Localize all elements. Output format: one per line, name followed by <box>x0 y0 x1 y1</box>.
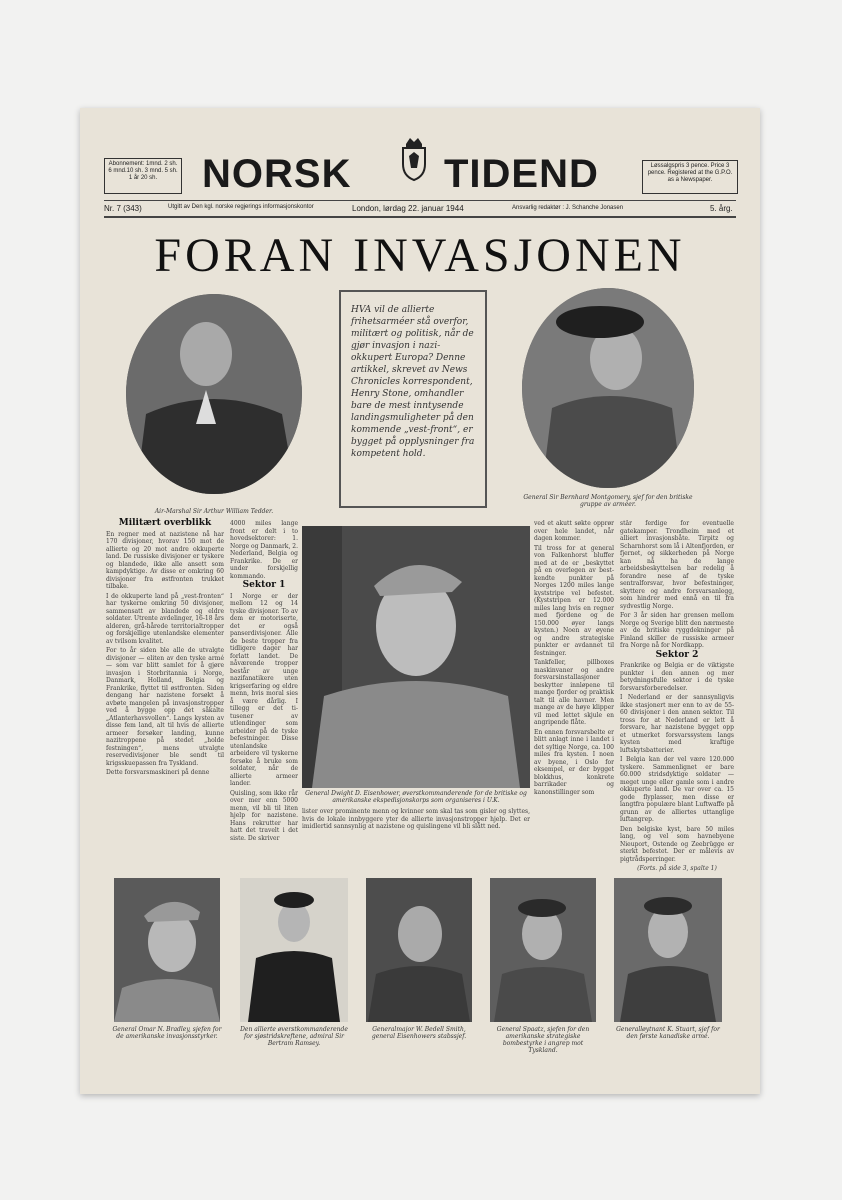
issue-number: Nr. 7 (343) <box>104 204 142 213</box>
photo-ramsey-figure <box>240 878 348 1022</box>
caption-ramsey: Den allierte øverstkommanderende for sjøstridskreftene, admiral Sir Bertram Ramsey. <box>240 1026 348 1047</box>
paragraph: For to år siden ble alle de utvalgte divisjoner — eliten av den tyske armé — som var blitt samlet for å gjøre invasjon i Storbritannia i Norge, Danmark, Holland, Belgia og Frankrike, flyttet til østfronten. Siden dengang har nazistene forsøkt å avbøte mangelen på invasjonstropper ved å bygge opp det såkalte „Atlanterhavsvollen“. Langs kysten av disse fem land, alt til hvis de allierte armeer forsøker landing, kunne nazitroppene på stedet „holde festningen“, mens utvalgte reservedivisjoner ble sendt til krigsskuepassen fra Tyskland. <box>106 647 224 767</box>
paragraph: Tankfeller, pillboxes maskinvaner og andre forsvarsinstallasjoner beskytter innløpene til mange fjorder og praktisk talt til alle havner. Men mange av de høye klipper vil med lettet skjule en angripende flåte. <box>534 659 614 726</box>
publisher-line: Utgitt av Den kgl. norske regjerings informasjonskontor <box>168 204 314 210</box>
photo-spaatz <box>490 878 596 1022</box>
place-date: London, lørdag 22. januar 1944 <box>352 204 464 213</box>
paragraph: I de okkuperte land på „vest-fronten“ har tyskerne omkring 50 divisjoner, sammensatt av blandede og eldre soldater. Utrente avdelinger, 16-18 års alderen, grå-hårede territorialtropper og forskjellige utenlandske elementer av tvilsom kvalitet. <box>106 592 224 645</box>
paragraph: lister over prominente menn og kvinner som skal tas som gisler og slyttes, hvis de lokale innbyggere yter de allierte invasjonstropper hjelp. Det er imidlertid sannsynlig at nazistene og quislingene vil bli slått ned. <box>302 808 530 830</box>
paragraph: I Belgia kan der vel være 120.000 tyskere. Sammenlignet er bare 60.000 stridsdyktige soldater — meget unge eller gamle som i andre okkuperte land. De var over ca. 15 gode flyplasser, men disse er langtfra populære blant Luftwaffe på grunn av de alliertes uttanglige luftangrep. <box>620 756 734 823</box>
subhead-sektor1: Sektor 1 <box>242 580 286 590</box>
masthead-title-right: TIDEND <box>444 152 599 196</box>
subhead-sektor2: Sektor 2 <box>655 649 699 660</box>
paragraph: En ennen forsvarsbelte er blitt anlagt inne i landet i det syltige Norge, ca. 100 miles fra kysten. I noen av byene, i Oslo for eksempel, er der bygget blokkhus, konkrete barrikader og kanonstillinger som <box>534 728 614 796</box>
paragraph: Dette forsvarsmaskineri på denne <box>106 769 210 776</box>
caption-tedder: Air-Marshal Sir Arthur William Tedder. <box>154 508 274 515</box>
paragraph: ved et akutt søkte opprør over hele landet, når dagen kommer. <box>534 520 614 542</box>
paragraph: En regner med at nazistene nå har 170 divisjoner, hvorav 150 mot de allierte og 20 mot andre okkuperte land. De russiske divisjoner er tyskere og blandede, ikke alle ansett som kampdyktige. Av disse er omkring 60 divisjoner fra østfronten trukket tilbake. <box>106 530 224 590</box>
photo-stuart-figure <box>614 878 722 1022</box>
photo-bradley-figure <box>114 878 220 1022</box>
volume: 5. årg. <box>710 204 733 213</box>
bottom-rule <box>104 216 736 218</box>
masthead-title-left: NORSK <box>202 152 352 196</box>
paragraph: For 3 år siden har grensen mellom Norge og Sverige blitt den nærmeste av de britiske ryggdekninger på Finland skiller de russiske armeer fra Norge nå for Nordkapp. <box>620 612 734 649</box>
caption-bedell-smith: Generalmajor W. Bedell Smith, general Eisenhowers stabssjef. <box>371 1026 467 1040</box>
column-3 <box>302 808 530 868</box>
headline: FORAN INVASJONEN <box>154 229 686 282</box>
paragraph: 4000 miles lange front er delt i to hovedsektorer: 1. Norge og Danmark, 2. Nederland, Belgia og Frankrike. De er under forskjellig kommando. <box>230 520 298 580</box>
photo-spaatz-figure <box>490 878 596 1022</box>
coat-of-arms-icon <box>396 134 432 182</box>
portrait-tedder-figure <box>126 294 302 494</box>
caption-bradley: General Omar N. Bradley, sjefen for de amerikanske invasjonsstyrker. <box>112 1026 222 1040</box>
column-4 <box>534 520 614 870</box>
paragraph: (Forts. på side 3, spalte 1) <box>637 865 717 872</box>
caption-spaatz: General Spaatz, sjefen for den amerikanske strategiske bombestyrke i angrep mot Tyskland. <box>496 1026 590 1054</box>
top-rule <box>104 200 736 201</box>
subhead-militaert: Militært overblikk <box>118 518 212 528</box>
column-1 <box>106 518 224 878</box>
column-5 <box>620 520 734 876</box>
column-2 <box>230 520 298 870</box>
editor-line: Ansvarlig redaktør : J. Schanche Jonasen <box>512 205 624 211</box>
photo-stuart <box>614 878 722 1022</box>
portrait-montgomery-figure <box>522 288 694 488</box>
photo-bedell-smith <box>366 878 472 1022</box>
photo-eisenhower <box>302 526 530 788</box>
newspaper-page <box>80 108 760 1094</box>
paragraph: I Nederland er der sannsynligvis ikke stasjonert mer enn to av de 55-60 divisjoner i den annen sektor. Til tross for at Nederland er lett å forsvare, har nazistene bygget opp et utmerket forsvarssystem langs kysten med kraftige luftskytsbatterier. <box>620 694 734 754</box>
caption-stuart: Generalløytnant K. Stuart, sjef for den første kanadiske armé. <box>616 1026 720 1040</box>
photo-bedell-smith-figure <box>366 878 472 1022</box>
photo-bradley <box>114 878 220 1022</box>
paragraph: Quisling, som ikke rår over mer enn 5000 menn, vil bli til liten hjelp for nazistene. Hans rekrutter har hatt det travelt i det siste. De skriver <box>230 789 298 842</box>
caption-eisenhower: General Dwight D. Eisenhower, øverstkommanderende for de britiske og amerikanske ekspedisjonskorps som organiseres i U.K. <box>305 790 527 804</box>
portrait-tedder <box>126 294 302 494</box>
paragraph: Den belgiske kyst, bare 50 miles lang, og vel som havnebyene Nieuport, Ostende og Zeebrügge er sterkt befestet. Der er målevis av pigtrådsperringer. <box>620 825 734 863</box>
photo-eisenhower-figure <box>302 526 530 788</box>
paragraph: Til tross for at general von Falkenhorst bluffer med at de er „beskyttet på en overlegen av best-kendte punkter på Norges 1200 miles lange kyststripe vel befestet. (Kyststripen er 12.000 miles lang hvis en regner med fjordene og de 150.000 øyer langs kysten.) Noen av øyene og andre strategiske punkter er avdannet til festninger. <box>534 544 614 657</box>
caption-montgomery: General Sir Bernhard Montgomery, sjef for den britiske gruppe av arméer. <box>523 494 693 508</box>
paragraph: står ferdige for eventuelle gatekamper. Trondheim med et alliert invasjonsbåte. Tirpitz og Scharnhorst som lå i Altenfjorden, er fjernet, og sikkerheden på Norge kan nå ha de lange arbeidsbeskyttelsen bar redelig å forandre nese af de tyske sentralforsvar, hvor befestninger, skyttere og andre forsvarsanlegg, som hindrer med ennå en til fra sydvestlig Norge. <box>620 520 734 610</box>
intro-box: HVA vil de allierte frihetsarméer stå overfor, militært og politisk, når de gjør invasjon i nazi-okkupert Europa? Denne artikkel, skrevet av News Chronicles korrespondent, Henry Stone, omhandler bare de mest inntysende landingsmuligheter på den kommende „vest-front“, er bygget på opplysninger fra kompetent hold. <box>339 290 487 508</box>
price-box: Løssalgspris 3 pence. Price 3 pence. Registered at the G.P.O. as a Newspaper. <box>642 160 738 194</box>
subscription-box: Abonnement: 1mnd. 2 sh. 6 mnd.10 sh. 3 mnd. 5 sh. 1 år 20 sh. <box>104 158 182 194</box>
portrait-montgomery <box>522 288 694 488</box>
paragraph: I Norge er der mellom 12 og 14 tyske divisjoner. To av dem er motoriserte, det er også panserdivisjoner. Alle de beste tropper fra tidligere dager har forlatt landet. De nåværende tropper består av unge nazifanatikere uten krigserfaring og eldre menn, hvis moral sies å være dårlig. I tillegg er det ti-tusener av utlendinger som arbeider på de tyske befestninger. Disse utenlandske arbeidere vil tyskerne forsøke å bruke som soldater, når de allierte armeer lander. <box>230 592 298 787</box>
photo-ramsey <box>240 878 348 1022</box>
paragraph: Frankrike og Belgia er de viktigste punkter i den annen og mer betydningsfulle sektor i de tyske forsvarsforberedelser. <box>620 662 734 692</box>
